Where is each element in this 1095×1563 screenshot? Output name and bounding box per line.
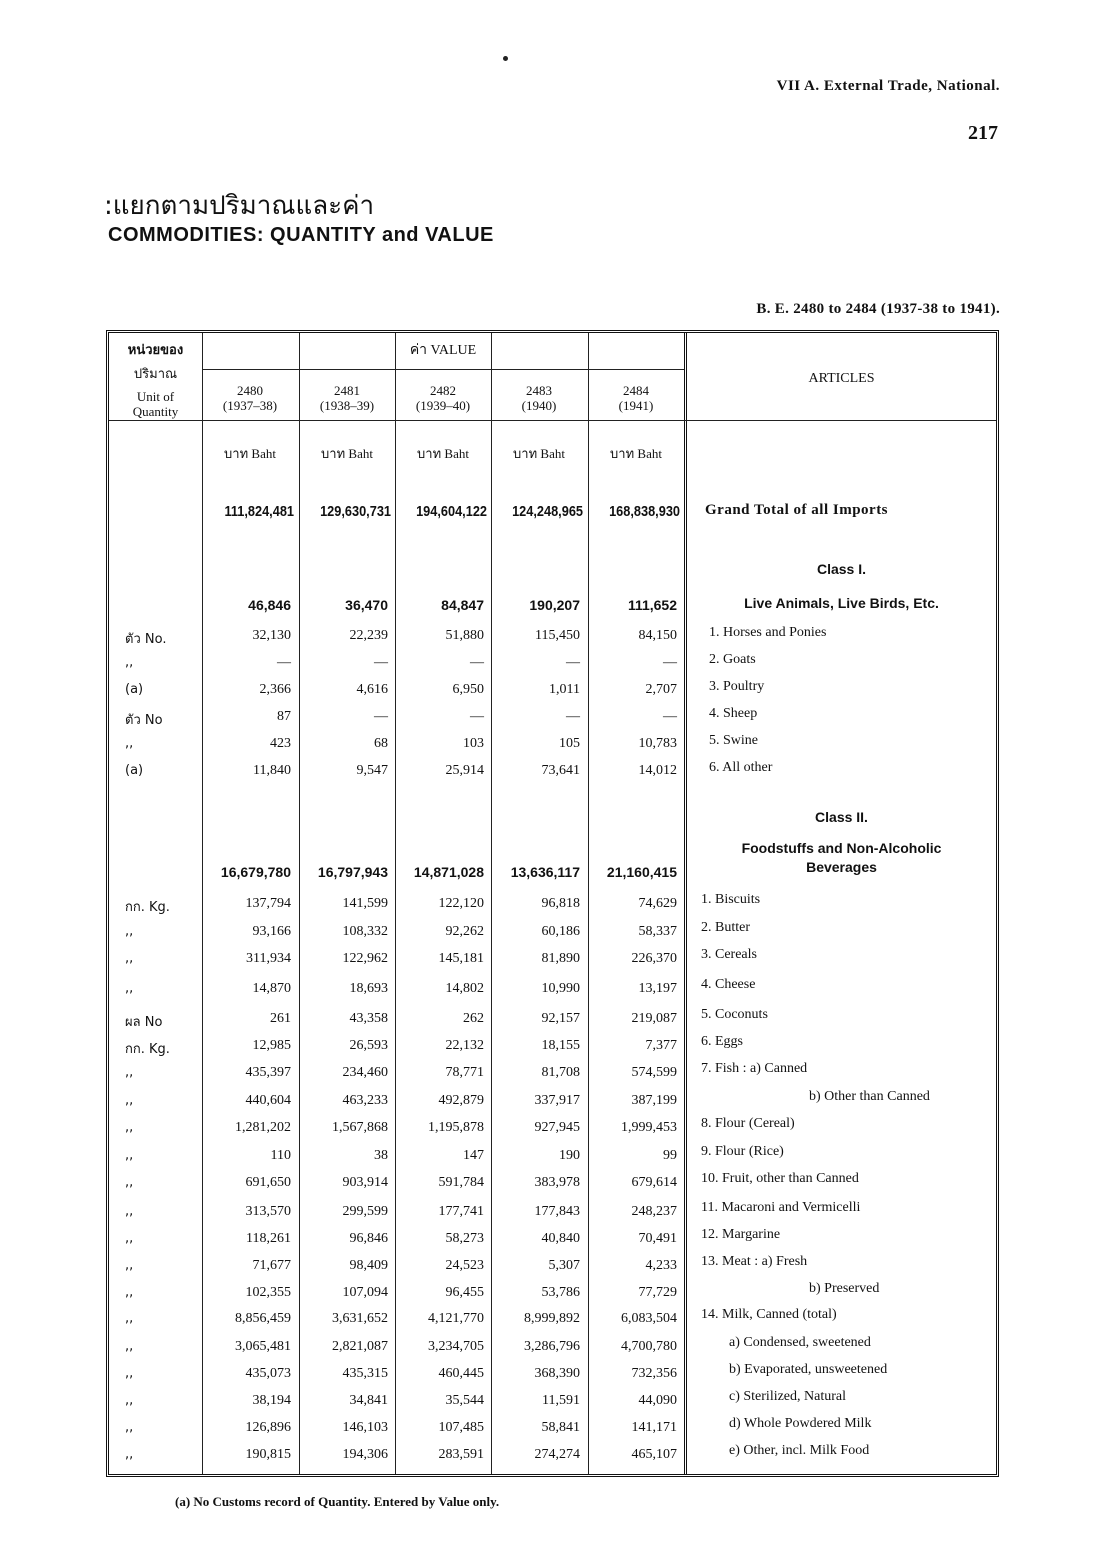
value-cell: 18,693 <box>349 981 388 996</box>
article-name: e) Other, incl. Milk Food <box>729 1443 870 1458</box>
year-ad: (1937–38) <box>222 398 278 413</box>
value-cell: 4,233 <box>645 1258 677 1273</box>
grand-total-value: 124,248,965 <box>512 503 583 520</box>
value-cell: 14,012 <box>638 763 677 778</box>
value-cell: 1,011 <box>549 682 580 697</box>
unit-cell: ,, <box>125 1366 134 1381</box>
value-cell: 10,783 <box>638 736 677 751</box>
value-cell: 177,843 <box>534 1204 580 1219</box>
value-cell: 22,239 <box>349 628 388 643</box>
value-cell: 122,962 <box>342 951 388 966</box>
page-dot <box>503 56 508 61</box>
value-cell: 3,065,481 <box>235 1339 291 1354</box>
article-name: 2. Goats <box>709 652 756 667</box>
class2-total: 16,679,780 <box>220 864 291 880</box>
value-cell: 177,741 <box>438 1204 484 1219</box>
year-be: 2481 <box>334 383 360 398</box>
thai-title: :แยกตามปริมาณและค่า <box>104 191 375 221</box>
article-name: 6. Eggs <box>701 1034 743 1049</box>
value-cell: 387,199 <box>631 1093 677 1108</box>
header-rule <box>109 420 996 421</box>
page-title: COMMODITIES: QUANTITY and VALUE <box>108 224 494 246</box>
article-name: 8. Flour (Cereal) <box>701 1116 795 1131</box>
value-cell: 147 <box>463 1148 484 1163</box>
value-cell: 141,171 <box>631 1420 677 1435</box>
value-cell: 34,841 <box>349 1393 388 1408</box>
currency-label: บาท Baht <box>610 446 662 461</box>
unit-cell: ,, <box>125 1258 134 1273</box>
unit-cell: ,, <box>125 1175 134 1190</box>
value-cell: 248,237 <box>631 1204 677 1219</box>
value-cell: 18,155 <box>541 1038 580 1053</box>
header-rule <box>202 369 684 370</box>
value-cell: 77,729 <box>638 1285 677 1300</box>
class2-total: 21,160,415 <box>606 864 677 880</box>
article-name: 4. Sheep <box>709 706 758 721</box>
value-cell: 58,841 <box>541 1420 580 1435</box>
article-name: 4. Cheese <box>701 977 756 992</box>
value-cell: 70,491 <box>638 1231 677 1246</box>
unit-cell: ,, <box>125 1393 134 1408</box>
class2-total: 16,797,943 <box>317 864 388 880</box>
value-header: ค่า VALUE <box>409 343 477 358</box>
value-cell: 219,087 <box>631 1011 677 1026</box>
value-cell: 3,286,796 <box>524 1339 580 1354</box>
value-cell: 927,945 <box>534 1120 580 1135</box>
value-cell: 423 <box>270 736 291 751</box>
value-cell: 368,390 <box>534 1366 580 1381</box>
value-cell: — <box>470 709 484 724</box>
value-cell: 435,073 <box>245 1366 291 1381</box>
unit-header-thai-1: หน่วยของ <box>127 343 184 358</box>
value-cell: 108,332 <box>342 924 388 939</box>
value-cell: — <box>663 709 677 724</box>
unit-cell: กก. Kg. <box>125 1042 170 1057</box>
unit-cell: ,, <box>125 1148 134 1163</box>
unit-cell: ,, <box>125 1339 134 1354</box>
value-cell: 93,166 <box>252 924 291 939</box>
article-name: 12. Margarine <box>701 1227 781 1242</box>
value-cell: 5,307 <box>548 1258 580 1273</box>
article-name: 1. Biscuits <box>701 892 761 907</box>
value-cell: 903,914 <box>342 1175 388 1190</box>
value-cell: 96,846 <box>349 1231 388 1246</box>
value-cell: 2,366 <box>259 682 291 697</box>
value-cell: 194,306 <box>342 1447 388 1462</box>
value-cell: 110 <box>270 1148 291 1163</box>
value-cell: 73,641 <box>541 763 580 778</box>
value-cell: 190,815 <box>245 1447 291 1462</box>
class1-total: 111,652 <box>627 597 677 613</box>
value-cell: 145,181 <box>438 951 484 966</box>
article-name: 2. Butter <box>701 920 750 935</box>
currency-label: บาท Baht <box>224 446 276 461</box>
article-name: a) Condensed, sweetened <box>729 1335 871 1350</box>
value-cell: 465,107 <box>631 1447 677 1462</box>
class2-total: 13,636,117 <box>510 864 580 880</box>
grand-total-value: 111,824,481 <box>224 503 294 520</box>
value-cell: 8,999,892 <box>524 1311 580 1326</box>
value-cell: 313,570 <box>245 1204 291 1219</box>
unit-cell: ,, <box>125 1447 134 1462</box>
unit-cell: ,, <box>125 1120 134 1135</box>
class1-heading: Live Animals, Live Birds, Etc. <box>744 595 939 611</box>
value-cell: 38 <box>374 1148 388 1163</box>
value-cell: 78,771 <box>445 1065 484 1080</box>
unit-cell: ,, <box>125 1311 134 1326</box>
value-cell: 11,840 <box>253 763 291 778</box>
value-cell: 1,195,878 <box>428 1120 484 1135</box>
unit-cell: ,, <box>125 1231 134 1246</box>
value-cell: 68 <box>374 736 388 751</box>
article-name: 7. Fish : a) Canned <box>701 1061 808 1076</box>
value-cell: 226,370 <box>631 951 677 966</box>
value-cell: 92,262 <box>445 924 484 939</box>
grand-total-value: 194,604,122 <box>416 503 487 520</box>
article-name: 5. Swine <box>709 733 758 748</box>
value-cell: — <box>566 655 580 670</box>
value-cell: 234,460 <box>342 1065 388 1080</box>
value-cell: 691,650 <box>245 1175 291 1190</box>
value-cell: 118,261 <box>246 1231 291 1246</box>
value-cell: 1,567,868 <box>332 1120 388 1135</box>
class2-heading-1: Foodstuffs and Non-Alcoholic <box>741 840 942 856</box>
value-cell: 299,599 <box>342 1204 388 1219</box>
value-cell: 38,194 <box>252 1393 291 1408</box>
value-cell: 107,485 <box>438 1420 484 1435</box>
value-cell: 10,990 <box>541 981 580 996</box>
article-name: 9. Flour (Rice) <box>701 1144 784 1159</box>
unit-cell: ,, <box>125 951 134 966</box>
article-name: 1. Horses and Ponies <box>709 625 827 640</box>
value-cell: 40,840 <box>541 1231 580 1246</box>
value-cell: 98,409 <box>349 1258 388 1273</box>
article-name: b) Other than Canned <box>809 1089 930 1104</box>
value-cell: 51,880 <box>445 628 484 643</box>
value-cell: 87 <box>277 709 291 724</box>
value-cell: 435,397 <box>245 1065 291 1080</box>
unit-header-en-2: Quantity <box>132 404 179 419</box>
value-cell: 435,315 <box>342 1366 388 1381</box>
value-cell: 22,132 <box>445 1038 484 1053</box>
class1-total: 46,846 <box>248 597 291 613</box>
value-cell: — <box>277 655 291 670</box>
article-name: d) Whole Powdered Milk <box>729 1416 872 1431</box>
unit-cell: ตัว No <box>125 713 163 728</box>
value-cell: 1,281,202 <box>235 1120 291 1135</box>
value-cell: 283,591 <box>438 1447 484 1462</box>
value-cell: 35,544 <box>445 1393 484 1408</box>
value-cell: 146,103 <box>342 1420 388 1435</box>
value-cell: 58,337 <box>638 924 677 939</box>
value-cell: 99 <box>663 1148 677 1163</box>
class1-total: 36,470 <box>345 597 388 613</box>
unit-cell: ,, <box>125 1204 134 1219</box>
value-cell: 492,879 <box>438 1093 484 1108</box>
year-be: 2482 <box>430 383 456 398</box>
value-cell: 2,707 <box>645 682 677 697</box>
col-divider <box>684 333 687 1474</box>
articles-header: ARTICLES <box>808 371 875 386</box>
unit-cell: ,, <box>125 736 134 751</box>
value-cell: — <box>374 655 388 670</box>
article-name: b) Preserved <box>809 1281 880 1296</box>
value-cell: 60,186 <box>541 924 580 939</box>
value-cell: 141,599 <box>342 896 388 911</box>
value-cell: 32,130 <box>252 628 291 643</box>
value-cell: 81,708 <box>541 1065 580 1080</box>
value-cell: 14,802 <box>445 981 484 996</box>
unit-cell: ,, <box>125 924 134 939</box>
unit-cell: ตัว No. <box>125 632 167 647</box>
article-name: 14. Milk, Canned (total) <box>701 1307 837 1322</box>
article-name: b) Evaporated, unsweetened <box>729 1362 888 1377</box>
value-cell: 6,083,504 <box>621 1311 677 1326</box>
unit-cell: ,, <box>125 1093 134 1108</box>
value-cell: 460,445 <box>438 1366 484 1381</box>
value-cell: 137,794 <box>245 896 291 911</box>
year-ad: (1938–39) <box>319 398 375 413</box>
unit-cell: ผล No <box>125 1015 163 1030</box>
unit-cell: ,, <box>125 1285 134 1300</box>
year-be: 2484 <box>623 383 649 398</box>
class1-title: Class I. <box>816 561 867 577</box>
value-cell: — <box>374 709 388 724</box>
year-ad: (1939–40) <box>415 398 471 413</box>
value-cell: 81,890 <box>541 951 580 966</box>
class2-title: Class II. <box>815 809 868 825</box>
value-cell: — <box>663 655 677 670</box>
grand-total-label: Grand Total of all Imports <box>705 502 889 518</box>
value-cell: 2,821,087 <box>332 1339 388 1354</box>
value-cell: 43,358 <box>349 1011 388 1026</box>
value-cell: 190 <box>559 1148 580 1163</box>
period-label: B. E. 2480 to 2484 (1937-38 to 1941). <box>756 301 1000 317</box>
unit-cell: ,, <box>125 1420 134 1435</box>
value-cell: 440,604 <box>245 1093 291 1108</box>
commodities-table <box>106 330 999 1477</box>
value-cell: 115,450 <box>535 628 580 643</box>
value-cell: 591,784 <box>438 1175 484 1190</box>
value-cell: 383,978 <box>534 1175 580 1190</box>
value-cell: 574,599 <box>631 1065 677 1080</box>
value-cell: — <box>566 709 580 724</box>
unit-cell: (a) <box>125 763 144 778</box>
value-cell: 53,786 <box>541 1285 580 1300</box>
article-name: 3. Poultry <box>709 679 765 694</box>
unit-cell: กก. Kg. <box>125 900 170 915</box>
value-cell: 26,593 <box>349 1038 388 1053</box>
value-cell: 8,856,459 <box>235 1311 291 1326</box>
value-cell: 262 <box>463 1011 484 1026</box>
value-cell: 25,914 <box>445 763 484 778</box>
article-name: 10. Fruit, other than Canned <box>701 1171 859 1186</box>
value-cell: 92,157 <box>541 1011 580 1026</box>
unit-header-thai-2: ปริมาณ <box>133 367 178 382</box>
currency-label: บาท Baht <box>417 446 469 461</box>
year-ad: (1940) <box>521 398 557 413</box>
article-name: c) Sterilized, Natural <box>729 1389 847 1404</box>
value-cell: 679,614 <box>631 1175 677 1190</box>
value-cell: 311,934 <box>246 951 291 966</box>
value-cell: 463,233 <box>342 1093 388 1108</box>
value-cell: — <box>470 655 484 670</box>
value-cell: 7,377 <box>645 1038 677 1053</box>
value-cell: 3,234,705 <box>428 1339 484 1354</box>
article-name: 5. Coconuts <box>701 1007 768 1022</box>
currency-label: บาท Baht <box>513 446 565 461</box>
grand-total-value: 168,838,930 <box>609 503 680 520</box>
year-ad: (1941) <box>618 398 654 413</box>
class2-total: 14,871,028 <box>413 864 484 880</box>
value-cell: 102,355 <box>245 1285 291 1300</box>
value-cell: 96,455 <box>445 1285 484 1300</box>
value-cell: 74,629 <box>638 896 677 911</box>
value-cell: 71,677 <box>252 1258 291 1273</box>
class2-heading-2: Beverages <box>806 859 877 875</box>
value-cell: 4,616 <box>356 682 388 697</box>
value-cell: 12,985 <box>252 1038 291 1053</box>
footnote: (a) No Customs record of Quantity. Entered by Value only. <box>175 1494 500 1509</box>
article-name: 6. All other <box>709 760 773 775</box>
running-head: VII A. External Trade, National. <box>776 78 1000 94</box>
article-name: 3. Cereals <box>701 947 757 962</box>
unit-cell: ,, <box>125 1065 134 1080</box>
value-cell: 1,999,453 <box>621 1120 677 1135</box>
currency-label: บาท Baht <box>321 446 373 461</box>
value-cell: 103 <box>463 736 484 751</box>
value-cell: 4,700,780 <box>621 1339 677 1354</box>
value-cell: 122,120 <box>438 896 484 911</box>
year-be: 2480 <box>237 383 263 398</box>
article-name: 11. Macaroni and Vermicelli <box>701 1200 861 1215</box>
class1-total: 190,207 <box>529 597 580 613</box>
grand-total-value: 129,630,731 <box>320 503 391 520</box>
article-name: 13. Meat : a) Fresh <box>701 1254 808 1269</box>
value-cell: 58,273 <box>445 1231 484 1246</box>
unit-header-en-1: Unit of <box>136 389 175 404</box>
unit-cell: ,, <box>125 655 134 670</box>
value-cell: 24,523 <box>445 1258 484 1273</box>
value-cell: 3,631,652 <box>332 1311 388 1326</box>
value-cell: 732,356 <box>631 1366 677 1381</box>
value-cell: 105 <box>559 736 580 751</box>
value-cell: 274,274 <box>534 1447 580 1462</box>
value-cell: 107,094 <box>342 1285 388 1300</box>
value-cell: 11,591 <box>542 1393 580 1408</box>
page-number: 217 <box>968 122 998 144</box>
unit-cell: ,, <box>125 981 134 996</box>
value-cell: 337,917 <box>534 1093 580 1108</box>
unit-cell: (a) <box>125 682 144 697</box>
year-be: 2483 <box>526 383 552 398</box>
value-cell: 84,150 <box>638 628 677 643</box>
value-cell: 6,950 <box>452 682 484 697</box>
value-cell: 13,197 <box>638 981 677 996</box>
value-cell: 9,547 <box>356 763 388 778</box>
value-cell: 14,870 <box>252 981 291 996</box>
value-cell: 4,121,770 <box>428 1311 484 1326</box>
value-cell: 261 <box>270 1011 291 1026</box>
value-cell: 44,090 <box>638 1393 677 1408</box>
value-cell: 126,896 <box>245 1420 291 1435</box>
value-cell: 96,818 <box>541 896 580 911</box>
class1-total: 84,847 <box>441 597 484 613</box>
